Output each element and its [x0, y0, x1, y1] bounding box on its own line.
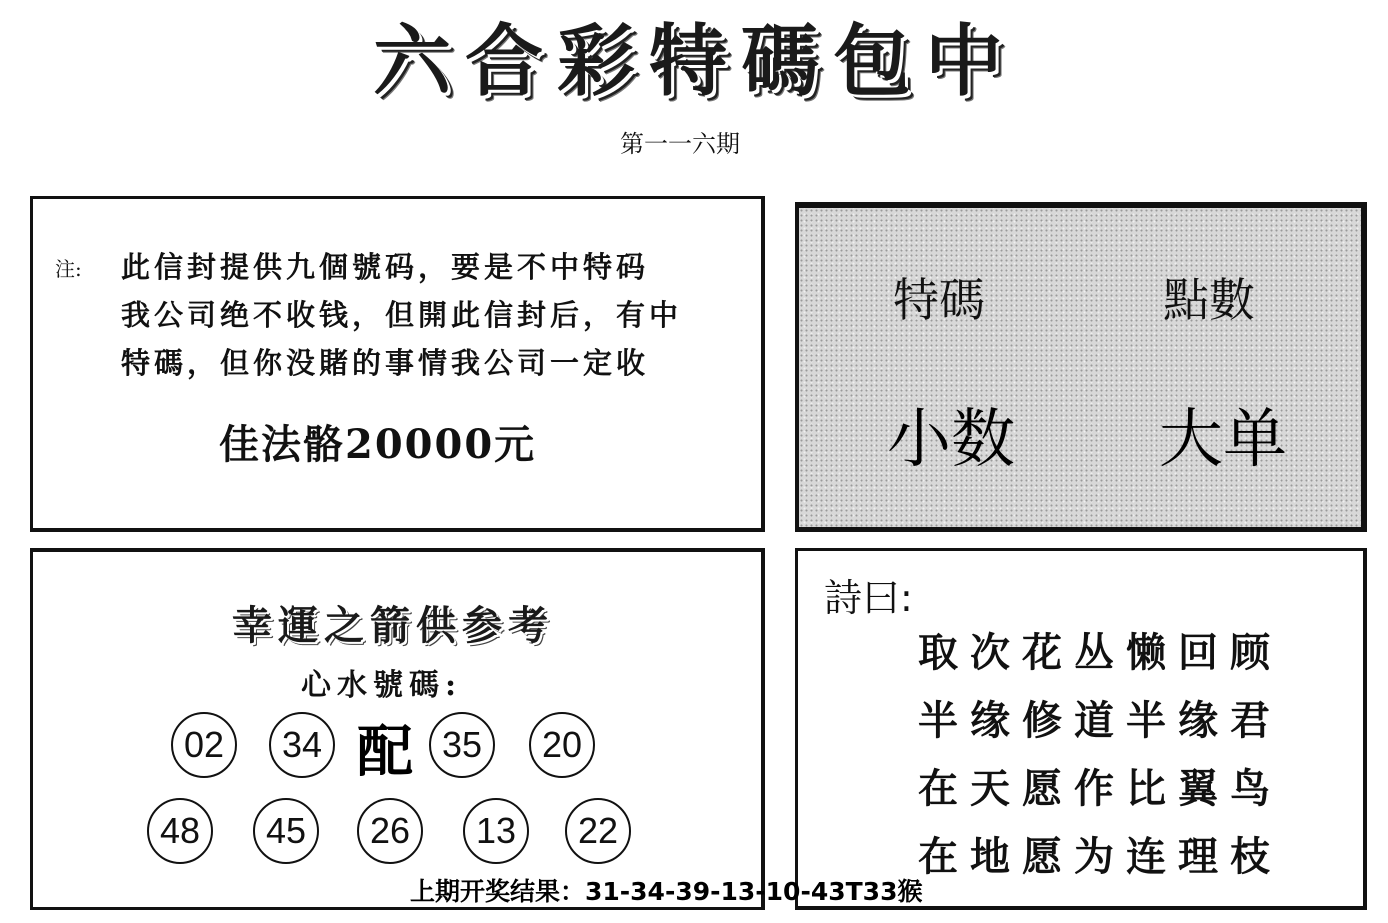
poem-line: 在天愿作比翼鸟 — [918, 765, 1282, 812]
last-result: 上期开奖结果：31-34-39-13-10-43T33猴 — [410, 877, 923, 906]
number-ball: 20 — [529, 712, 595, 778]
note-amount: 佳法骼20000元 — [219, 421, 537, 468]
note-panel — [30, 196, 765, 532]
note-line: 特碼，但你没賭的事情我公司一定收 — [121, 346, 650, 380]
poem-panel — [795, 548, 1367, 910]
note-label: 注: — [55, 257, 82, 281]
lucky-panel — [30, 548, 765, 910]
number-ball: 02 — [171, 712, 237, 778]
poem-line: 取次花丛懒回顾 — [918, 629, 1282, 676]
special-label: 特碼 — [893, 273, 985, 327]
lucky-title: 幸運之箭供参考 — [232, 602, 554, 649]
special-value: 小数 — [887, 403, 1015, 477]
number-ball: 48 — [147, 798, 213, 864]
poem-label: 詩曰: — [824, 576, 913, 620]
pair-label: 配 — [357, 719, 413, 785]
points-panel — [795, 202, 1367, 532]
points-label: 點數 — [1163, 273, 1255, 327]
number-ball: 34 — [269, 712, 335, 778]
number-ball: 26 — [357, 798, 423, 864]
lucky-subtitle: 心水號碼: — [301, 668, 463, 703]
number-ball: 35 — [429, 712, 495, 778]
note-line: 此信封提供九個號码，要是不中特码 — [121, 250, 650, 284]
number-ball: 13 — [463, 798, 529, 864]
poem-line: 半缘修道半缘君 — [918, 697, 1282, 744]
points-value: 大单 — [1159, 403, 1287, 477]
number-ball: 22 — [565, 798, 631, 864]
poem-line: 在地愿为连理枝 — [918, 833, 1282, 880]
note-line: 我公司绝不收钱，但開此信封后，有中 — [121, 298, 683, 332]
number-ball: 45 — [253, 798, 319, 864]
page-title: 六合彩特碼包中 — [372, 16, 1017, 107]
issue-number: 第一一六期 — [620, 130, 740, 158]
